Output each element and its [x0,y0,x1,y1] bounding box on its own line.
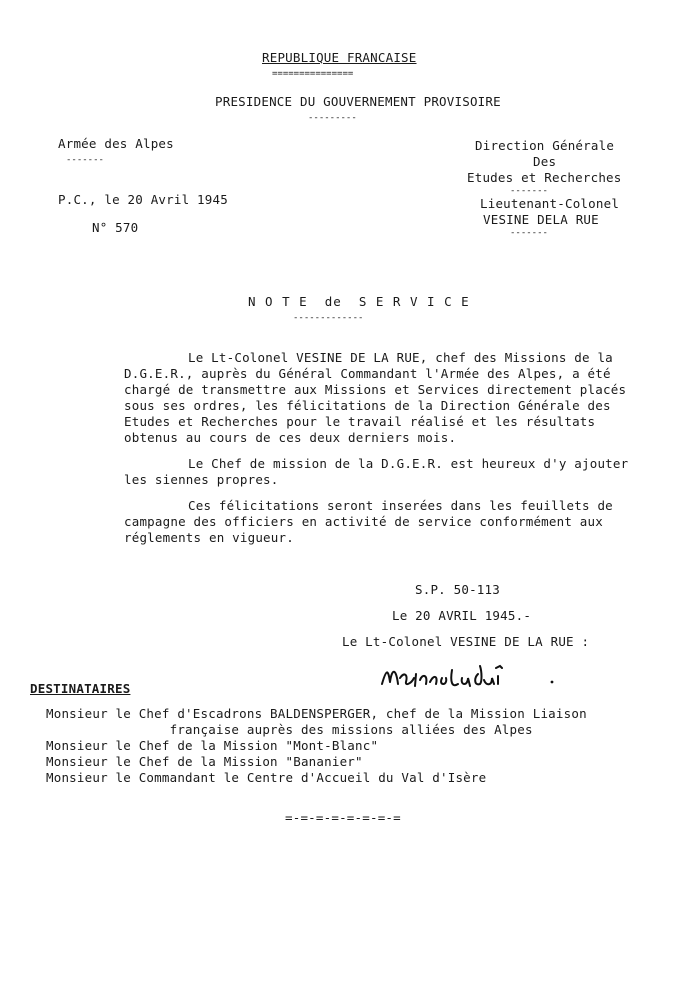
recipient-4: Monsieur le Commandant le Centre d'Accueil du Val d'Isère [46,770,487,785]
body-p3-line3: réglements en vigueur. [124,530,294,545]
closing-date: Le 20 AVRIL 1945.- [392,608,532,623]
name-line: VESINE DELA RUE [483,212,599,227]
document-title: N O T E de S E R V I C E [248,294,470,309]
body-p2-line2: les siennes propres. [124,472,279,487]
recipient-3: Monsieur le Chef de la Mission "Bananier" [46,754,363,769]
handwritten-signature [378,660,558,696]
footer-ornament: =-=-=-=-=-=-=-= [285,810,401,825]
body-p3-line2: campagne des officiers en activité de service conformément aux [124,514,603,529]
republic-rule: =============== [272,69,354,79]
direction-rule2: ------- [510,228,548,238]
body-p1-line1: Le Lt-Colonel VESINE DE LA RUE, chef des Missions de la [188,350,613,365]
title-rule: ------------- [293,313,364,323]
rank-line: Lieutenant-Colonel [480,196,620,211]
recipient-2: Monsieur le Chef de la Mission "Mont-Blanc" [46,738,379,753]
army-label: Armée des Alpes [58,136,174,151]
body-p3-line1: Ces félicitations seront inserées dans les feuillets de [188,498,613,513]
document-number: N° 570 [92,220,139,235]
body-p1-line2: D.G.E.R., auprès du Général Commandant l'Armée des Alpes, a été [124,366,611,381]
postal-sector: S.P. 50-113 [415,582,500,597]
presidency-heading: PRESIDENCE DU GOUVERNEMENT PROVISOIRE [215,94,501,109]
army-rule: ------- [66,155,104,165]
direction-line3: Etudes et Recherches [467,170,622,185]
presidency-rule: --------- [308,113,357,123]
direction-line2: Des [533,154,557,169]
direction-line1: Direction Générale [475,138,615,153]
recipients-heading: DESTINATAIRES [30,681,131,696]
place-date: P.C., le 20 Avril 1945 [58,192,228,207]
body-p1-line6: obtenus au cours de ces deux derniers mois. [124,430,457,445]
direction-rule1: ------- [510,186,548,196]
body-p1-line5: Etudes et Recherches pour le travail réalisé et les résultats [124,414,596,429]
body-p1-line3: chargé de transmettre aux Missions et Services directement placés [124,382,627,397]
signatory-line: Le Lt-Colonel VESINE DE LA RUE : [342,634,590,649]
recipient-1-continued: française auprès des missions alliées des Alpes [46,722,533,737]
recipient-1: Monsieur le Chef d'Escadrons BALDENSPERGER, chef de la Mission Liaison [46,706,587,721]
republic-heading: REPUBLIQUE FRANCAISE [262,50,417,65]
body-p2-line1: Le Chef de mission de la D.G.E.R. est heureux d'y ajouter [188,456,629,471]
body-p1-line4: sous ses ordres, les félicitations de la Direction Générale des [124,398,611,413]
